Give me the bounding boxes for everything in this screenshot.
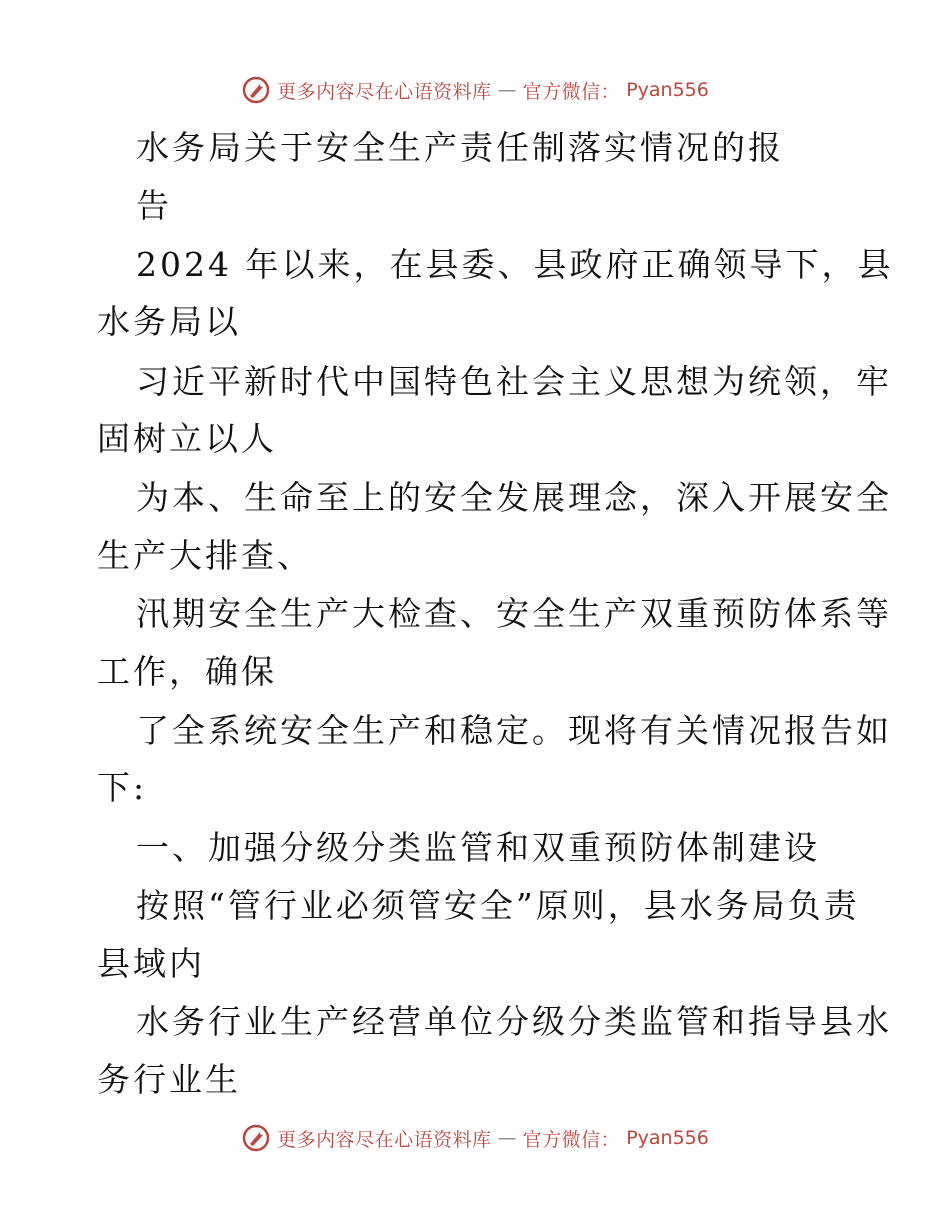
paragraph-line: 汛期安全生产大检查、安全生产双重预防体系等 xyxy=(136,594,892,633)
paragraph-line: 工作，确保 xyxy=(97,652,277,691)
document-title: 水务局关于安全生产责任制落实情况的报 xyxy=(136,128,784,167)
watermark-wechat-label: 官方微信： xyxy=(522,80,621,103)
watermark-wechat-id: Pyan556 xyxy=(626,79,709,101)
paragraph-line: 固树立以人 xyxy=(97,419,277,458)
paragraph-line: 务行业生 xyxy=(97,1060,241,1099)
section-heading: 一、加强分级分类监管和双重预防体制建设 xyxy=(136,828,820,867)
document-title-continued: 告 xyxy=(136,186,172,225)
paragraph-line: 水务局以 xyxy=(97,302,241,341)
paragraph-line: 按照“管行业必须管安全”原则，县水务局负责 xyxy=(136,886,860,925)
watermark-separator: — xyxy=(497,79,517,101)
watermark-separator: — xyxy=(497,1127,517,1149)
pen-nib-logo-icon xyxy=(241,75,271,105)
pen-nib-logo-icon xyxy=(241,1123,271,1153)
paragraph-line: 2024 年以来，在县委、县政府正确领导下，县 xyxy=(136,245,894,284)
paragraph-line: 了全系统安全生产和稳定。现将有关情况报告如 xyxy=(136,711,892,750)
paragraph-line: 水务行业生产经营单位分级分类监管和指导县水 xyxy=(136,1002,892,1041)
watermark-brand: 更多内容尽在心语资料库 xyxy=(277,80,492,103)
watermark-wechat-label: 官方微信： xyxy=(522,1128,621,1151)
paragraph-line: 下: xyxy=(97,768,148,807)
watermark-brand: 更多内容尽在心语资料库 xyxy=(277,1128,492,1151)
paragraph-line: 为本、生命至上的安全发展理念，深入开展安全 xyxy=(136,478,892,517)
watermark-wechat-id: Pyan556 xyxy=(626,1127,709,1149)
footer-watermark xyxy=(0,1118,950,1158)
paragraph-line: 生产大排查、 xyxy=(97,536,313,575)
paragraph-line: 县域内 xyxy=(97,944,205,983)
header-watermark xyxy=(0,70,950,110)
paragraph-line: 习近平新时代中国特色社会主义思想为统领，牢 xyxy=(136,362,892,401)
